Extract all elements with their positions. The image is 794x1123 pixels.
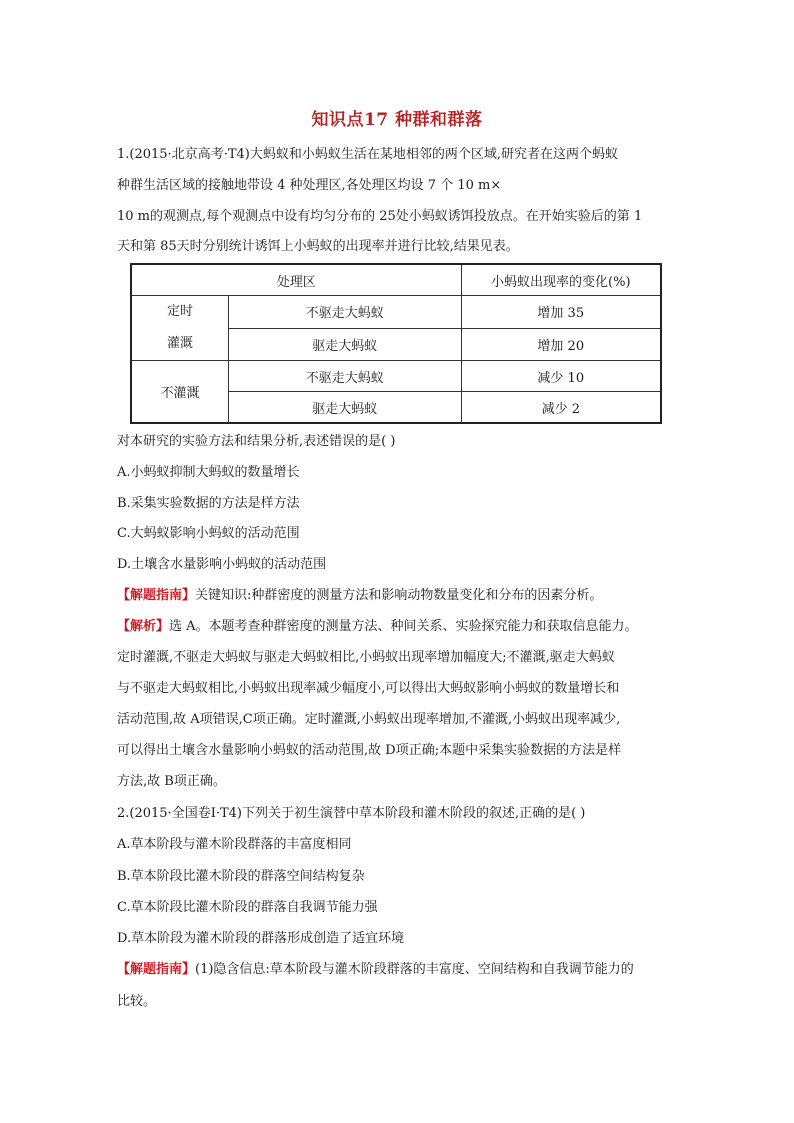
q2-question-stem: 2.(2015·全国卷Ⅰ·T4)下列关于初生演替中草本阶段和灌木阶段的叙述,正确的是( ) — [117, 806, 586, 821]
table-header-row — [131, 264, 661, 296]
results-table — [130, 263, 662, 424]
q1-option-a: A.小蚂蚁抑制大蚂蚁的数量增长 — [117, 465, 300, 480]
analysis-tag: 【解析】 — [117, 619, 170, 634]
q1-analysis-line: 与不驱走大蚂蚁相比,小蚂蚁出现率减少幅度小,可以得出大蚂蚁影响小蚂蚁的数量增长和 — [117, 681, 620, 696]
q2-option-d: D.草本阶段为灌木阶段的群落形成创造了适宜环境 — [117, 931, 405, 946]
group-label-not-irrigated: 不灌溉 — [131, 361, 229, 424]
table-cell-change: 增加 20 — [461, 328, 661, 361]
table-cell-change: 增加 35 — [461, 296, 661, 329]
page-title: 知识点17 种群和群落 — [311, 110, 483, 130]
group-label-irrigated — [131, 296, 229, 361]
q1-analysis-line: 方法,故 B项正确。 — [117, 774, 226, 789]
table-header-treatment: 处理区 — [131, 264, 461, 296]
q1-text-line: 天和第 85天时分别统计诱饵上小蚂蚁的出现率并进行比较,结果见表。 — [117, 239, 519, 254]
table-cell-treatment: 不驱走大蚂蚁 — [229, 361, 462, 392]
q1-analysis-line: 定时灌溉,不驱走大蚂蚁与驱走大蚂蚁相比,小蚂蚁出现率增加幅度大;不灌溉,驱走大蚂蚁 — [117, 650, 615, 665]
group-label-line: 灌溉 — [166, 336, 193, 351]
q2-option-b: B.草本阶段比灌木阶段的群落空间结构复杂 — [117, 869, 365, 884]
group-label-line: 定时 — [166, 304, 193, 319]
q1-analysis-line: 可以得出土壤含水量影响小蚂蚁的活动范围,故 D项正确;本题中采集实验数据的方法是样 — [117, 743, 622, 758]
table-cell-change: 减少 2 — [461, 392, 661, 424]
table-cell-treatment: 不驱走大蚂蚁 — [229, 296, 462, 329]
q1-option-c: C.大蚂蚁影响小蚂蚁的活动范围 — [117, 526, 300, 541]
q1-analysis-line: 活动范围,故 A项错误,C项正确。定时灌溉,小蚂蚁出现率增加,不灌溉,小蚂蚁出现率减少, — [117, 712, 621, 727]
guide-text: (1)隐含信息:草本阶段与灌木阶段群落的丰富度、空间结构和自我调节能力的 — [195, 962, 634, 977]
table-cell-change: 减少 10 — [461, 361, 661, 392]
q2-guide — [117, 961, 634, 979]
q2-option-a: A.草本阶段与灌木阶段群落的丰富度相同 — [117, 837, 352, 852]
q1-analysis-line — [117, 618, 638, 636]
q1-option-d: D.土壤含水量影响小蚂蚁的活动范围 — [117, 557, 327, 572]
q1-text-line: 10 m的观测点,每个观测点中设有均匀分布的 25处小蚂蚁诱饵投放点。在开始实验后的第 1 — [117, 209, 643, 224]
table-cell-treatment: 驱走大蚂蚁 — [229, 328, 462, 361]
q1-guide — [117, 587, 602, 605]
q1-question-stem: 对本研究的实验方法和结果分析,表述错误的是( ) — [117, 434, 396, 449]
table-cell-treatment: 驱走大蚂蚁 — [229, 392, 462, 424]
guide-tag: 【解题指南】 — [117, 962, 196, 977]
q1-text-line: 种群生活区域的接触地带设 4 种处理区,各处理区均设 7 个 10 m× — [117, 178, 502, 193]
analysis-text: 选 A。本题考查种群密度的测量方法、种间关系、实验探究能力和获取信息能力。 — [169, 619, 638, 634]
table-row — [131, 361, 661, 392]
q1-option-b: B.采集实验数据的方法是样方法 — [117, 496, 300, 511]
table-header-change: 小蚂蚁出现率的变化(%) — [461, 264, 661, 296]
q2-guide-line: 比较。 — [117, 994, 157, 1009]
table-row — [131, 296, 661, 329]
guide-tag: 【解题指南】 — [117, 588, 196, 603]
q1-text-line: 1.(2015·北京高考·T4)大蚂蚁和小蚂蚁生活在某地相邻的两个区域,研究者在这两个蚂蚁 — [117, 147, 618, 162]
q2-option-c: C.草本阶段比灌木阶段的群落自我调节能力强 — [117, 900, 378, 915]
guide-text: 关键知识:种群密度的测量方法和影响动物数量变化和分布的因素分析。 — [195, 588, 603, 603]
